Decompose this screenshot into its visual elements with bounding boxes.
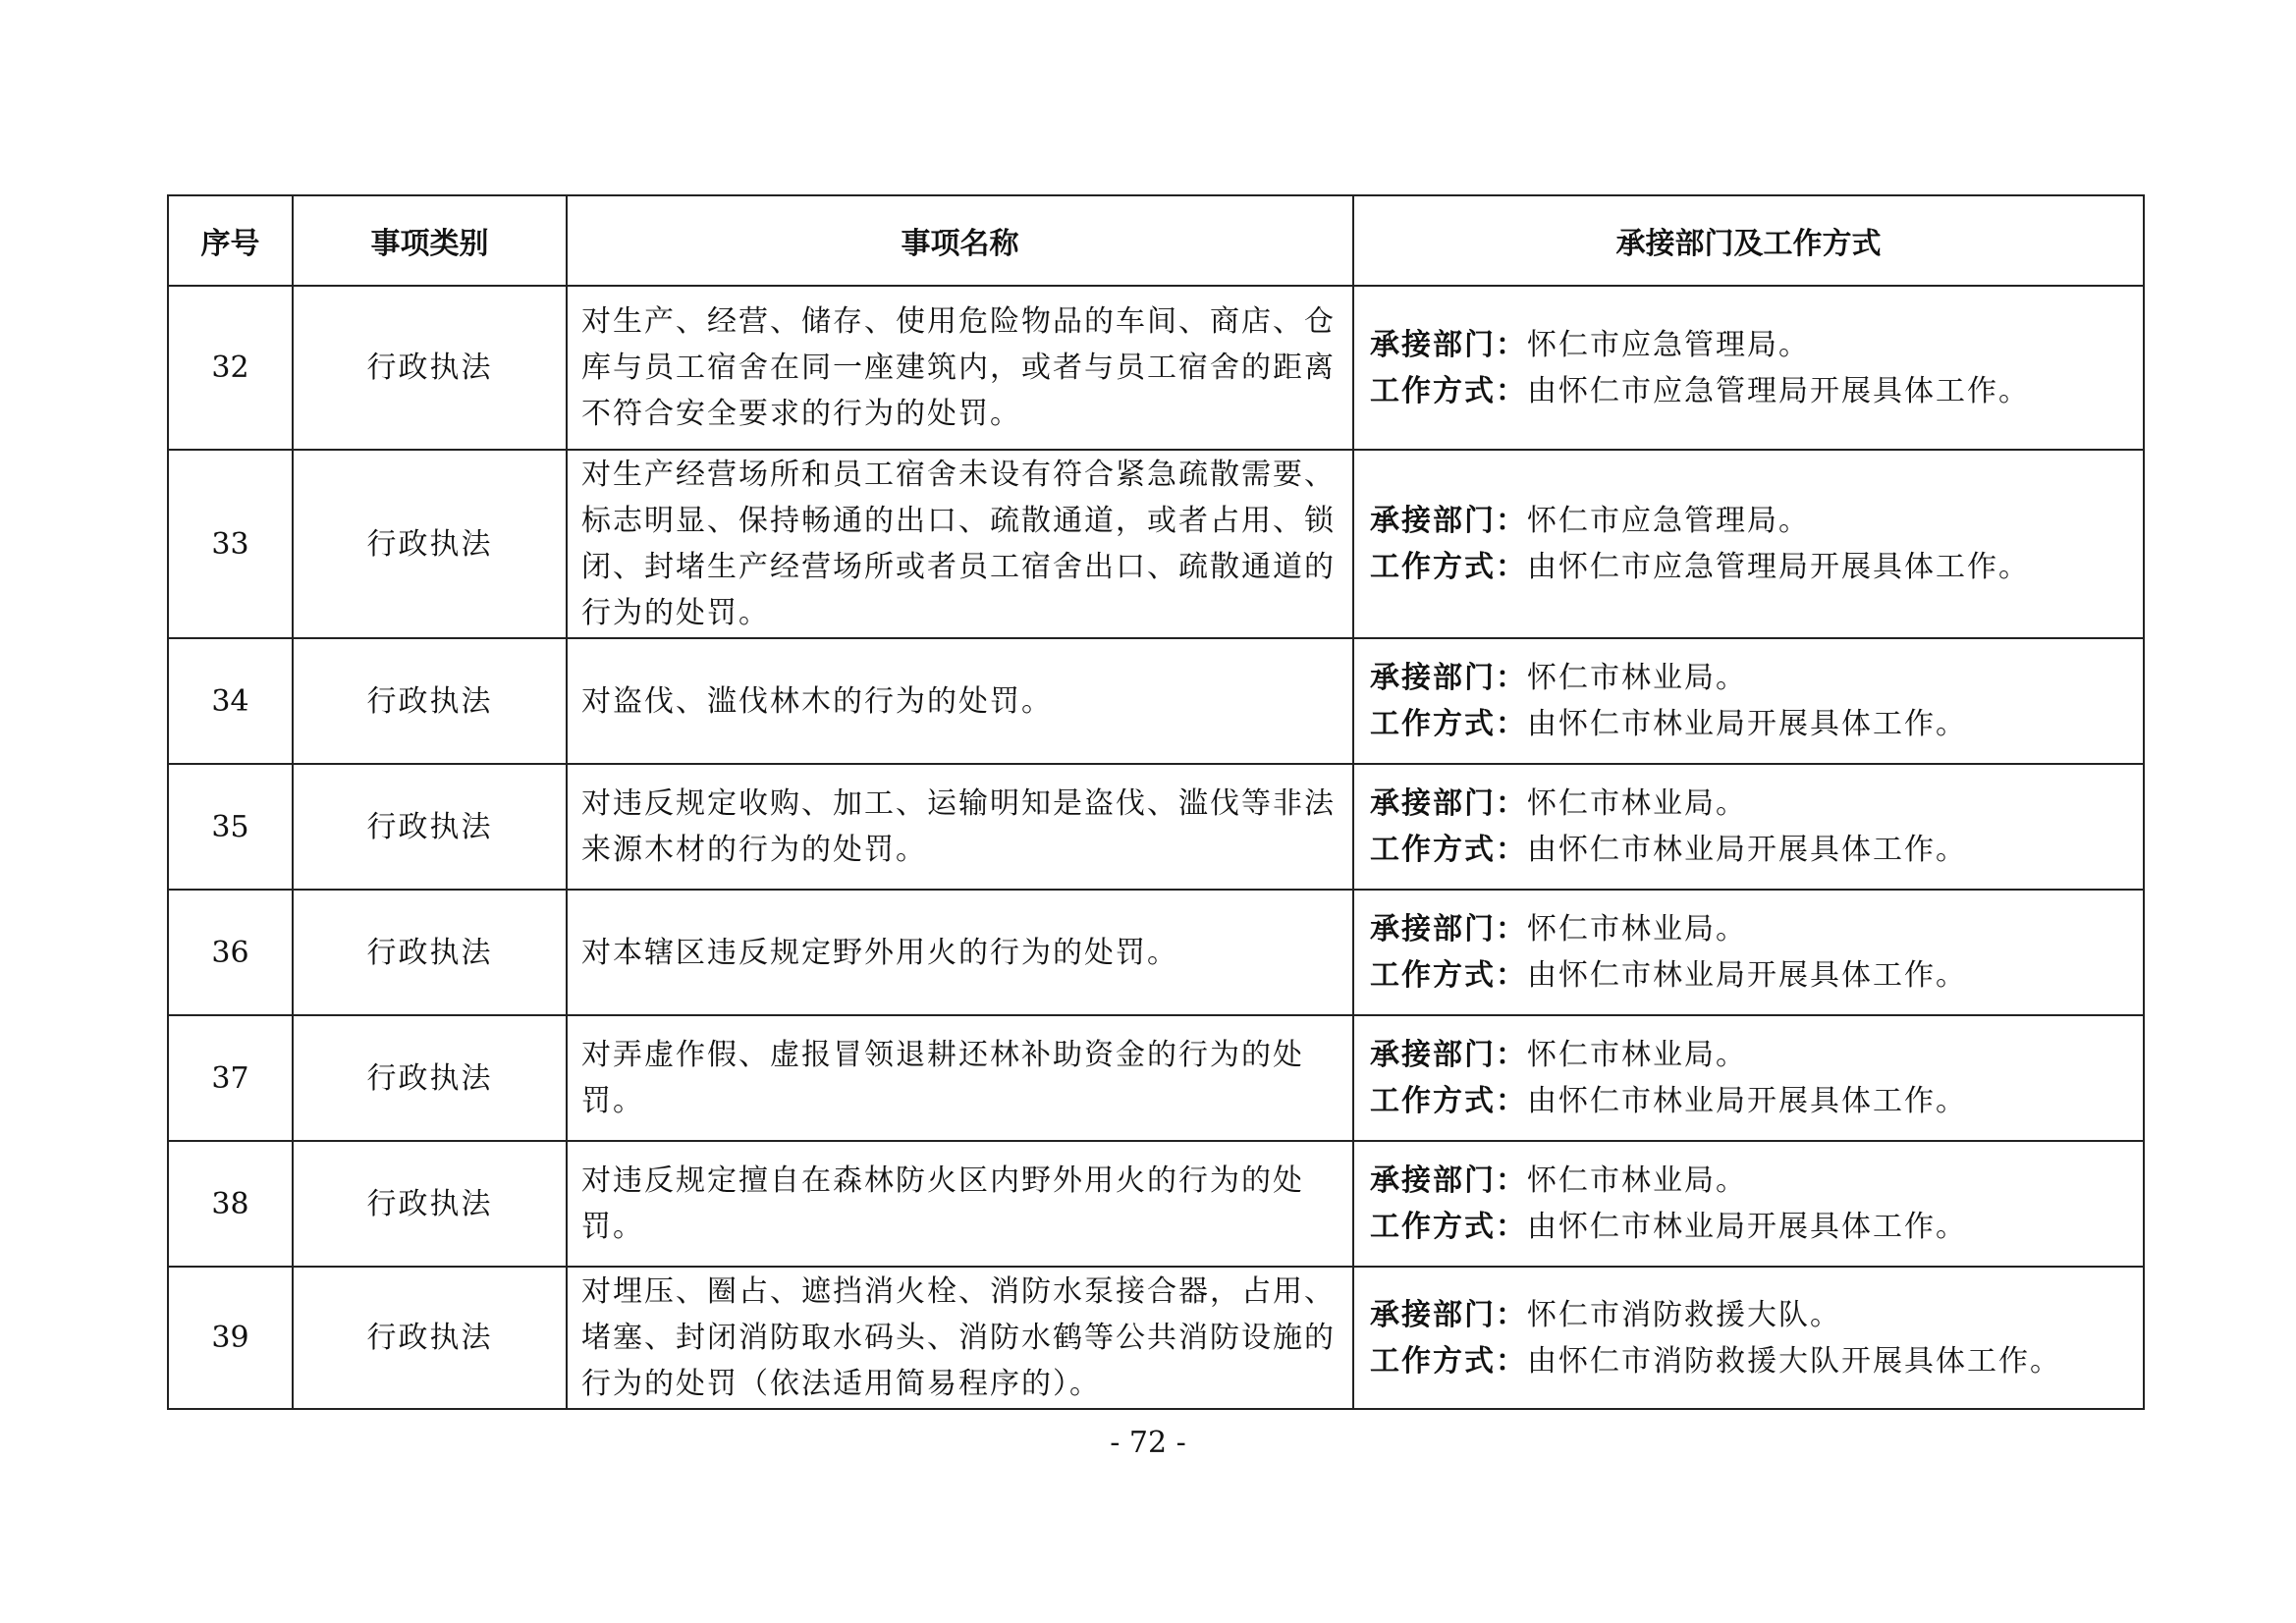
row-num: 34 <box>168 638 293 764</box>
table-row <box>168 286 2144 450</box>
row-dept-cell <box>1353 1141 2144 1267</box>
table-row <box>168 890 2144 1015</box>
row-dept-cell <box>1353 638 2144 764</box>
row-name: 对本辖区违反规定野外用火的行为的处罚。 <box>567 890 1353 1015</box>
table-header-row <box>168 195 2144 286</box>
dept-line <box>1370 781 2129 827</box>
table-row <box>168 764 2144 890</box>
method-value: 由怀仁市林业局开展具体工作。 <box>1527 707 1967 741</box>
method-label: 工作方式： <box>1370 1084 1527 1118</box>
method-line <box>1370 544 2129 590</box>
row-dept-cell <box>1353 450 2144 638</box>
table-row <box>168 1015 2144 1141</box>
row-name: 对盗伐、滥伐林木的行为的处罚。 <box>567 638 1353 764</box>
table-row <box>168 1267 2144 1409</box>
page-number: - 72 - <box>1110 1426 1186 1460</box>
row-num: 36 <box>168 890 293 1015</box>
row-dept-cell <box>1353 890 2144 1015</box>
row-dept-cell <box>1353 764 2144 890</box>
table-row <box>168 450 2144 638</box>
row-name: 对生产经营场所和员工宿舍未设有符合紧急疏散需要、标志明显、保持畅通的出口、疏散通道，或者占用、锁闭、封堵生产经营场所或者员工宿舍出口、疏散通道的行为的处罚。 <box>567 450 1353 638</box>
row-num: 35 <box>168 764 293 890</box>
dept-line <box>1370 1292 2129 1338</box>
row-num: 32 <box>168 286 293 450</box>
method-line <box>1370 1078 2129 1124</box>
dept-value: 怀仁市林业局。 <box>1527 786 1747 821</box>
method-label: 工作方式： <box>1370 373 1527 408</box>
header-category: 事项类别 <box>293 195 567 286</box>
dept-label: 承接部门： <box>1370 1163 1527 1198</box>
method-line <box>1370 952 2129 999</box>
row-name: 对弄虚作假、虚报冒领退耕还林补助资金的行为的处罚。 <box>567 1015 1353 1141</box>
row-category: 行政执法 <box>293 1141 567 1267</box>
header-name: 事项名称 <box>567 195 1353 286</box>
dept-value: 怀仁市应急管理局。 <box>1527 327 1810 362</box>
method-value: 由怀仁市林业局开展具体工作。 <box>1527 958 1967 993</box>
dept-label: 承接部门： <box>1370 912 1527 947</box>
dept-value: 怀仁市林业局。 <box>1527 912 1747 947</box>
method-value: 由怀仁市应急管理局开展具体工作。 <box>1527 373 2030 408</box>
method-line <box>1370 1338 2129 1384</box>
method-value: 由怀仁市林业局开展具体工作。 <box>1527 1210 1967 1244</box>
method-label: 工作方式： <box>1370 550 1527 584</box>
row-num: 33 <box>168 450 293 638</box>
method-line <box>1370 1204 2129 1250</box>
dept-label: 承接部门： <box>1370 504 1527 538</box>
table-row <box>168 638 2144 764</box>
dept-line <box>1370 322 2129 368</box>
dept-line <box>1370 1158 2129 1204</box>
row-num: 37 <box>168 1015 293 1141</box>
dept-line <box>1370 655 2129 701</box>
method-value: 由怀仁市林业局开展具体工作。 <box>1527 1084 1967 1118</box>
table-row <box>168 1141 2144 1267</box>
method-value: 由怀仁市林业局开展具体工作。 <box>1527 833 1967 867</box>
row-num: 38 <box>168 1141 293 1267</box>
method-value: 由怀仁市消防救援大队开展具体工作。 <box>1527 1343 2061 1379</box>
dept-line <box>1370 498 2129 544</box>
method-label: 工作方式： <box>1370 707 1527 741</box>
method-label: 工作方式： <box>1370 1343 1527 1379</box>
row-category: 行政执法 <box>293 638 567 764</box>
dept-value: 怀仁市应急管理局。 <box>1527 504 1810 538</box>
row-name: 对违反规定擅自在森林防火区内野外用火的行为的处罚。 <box>567 1141 1353 1267</box>
row-category: 行政执法 <box>293 1267 567 1409</box>
method-line <box>1370 827 2129 873</box>
header-dept: 承接部门及工作方式 <box>1353 195 2144 286</box>
dept-value: 怀仁市林业局。 <box>1527 661 1747 695</box>
dept-label: 承接部门： <box>1370 1297 1527 1332</box>
row-category: 行政执法 <box>293 764 567 890</box>
header-num: 序号 <box>168 195 293 286</box>
row-dept-cell <box>1353 286 2144 450</box>
dept-value: 怀仁市消防救援大队。 <box>1527 1297 1841 1332</box>
method-line <box>1370 368 2129 414</box>
row-name: 对埋压、圈占、遮挡消火栓、消防水泵接合器，占用、堵塞、封闭消防取水码头、消防水鹤等公共消防设施的行为的处罚（依法适用简易程序的）。 <box>567 1267 1353 1409</box>
method-label: 工作方式： <box>1370 958 1527 993</box>
dept-label: 承接部门： <box>1370 327 1527 362</box>
dept-label: 承接部门： <box>1370 661 1527 695</box>
row-name: 对违反规定收购、加工、运输明知是盗伐、滥伐等非法来源木材的行为的处罚。 <box>567 764 1353 890</box>
row-dept-cell <box>1353 1267 2144 1409</box>
row-num: 39 <box>168 1267 293 1409</box>
method-line <box>1370 701 2129 747</box>
dept-value: 怀仁市林业局。 <box>1527 1163 1747 1198</box>
row-dept-cell <box>1353 1015 2144 1141</box>
dept-label: 承接部门： <box>1370 786 1527 821</box>
method-value: 由怀仁市应急管理局开展具体工作。 <box>1527 550 2030 584</box>
method-label: 工作方式： <box>1370 1210 1527 1244</box>
row-category: 行政执法 <box>293 890 567 1015</box>
dept-line <box>1370 1032 2129 1078</box>
dept-label: 承接部门： <box>1370 1038 1527 1072</box>
row-category: 行政执法 <box>293 286 567 450</box>
method-label: 工作方式： <box>1370 833 1527 867</box>
dept-value: 怀仁市林业局。 <box>1527 1038 1747 1072</box>
row-category: 行政执法 <box>293 450 567 638</box>
row-name: 对生产、经营、储存、使用危险物品的车间、商店、仓库与员工宿舍在同一座建筑内，或者与员工宿舍的距离不符合安全要求的行为的处罚。 <box>567 286 1353 450</box>
row-category: 行政执法 <box>293 1015 567 1141</box>
matters-table <box>167 194 2145 1410</box>
dept-line <box>1370 906 2129 952</box>
